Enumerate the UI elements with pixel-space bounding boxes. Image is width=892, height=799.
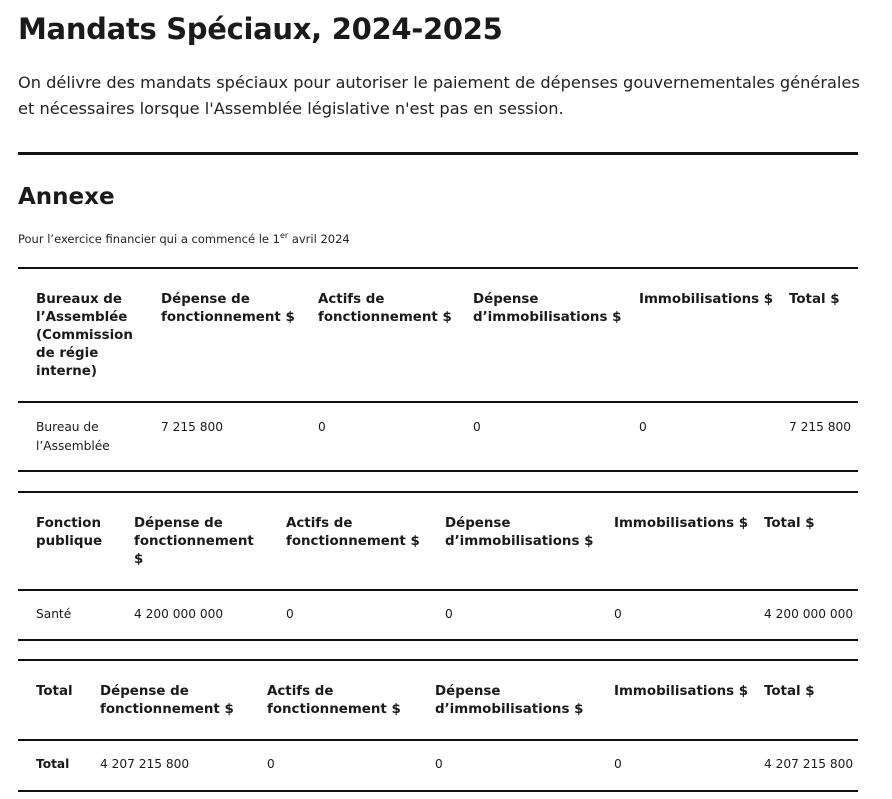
header-cell: Bureaux de l’Assemblée (Commission de régie interne): [36, 292, 133, 379]
header-cell: Dépense de fonctionnement $: [100, 684, 234, 717]
header-cell: Dépense d’immobilisations $: [435, 684, 584, 717]
row-value: 0: [286, 607, 294, 621]
table-top-border: [18, 267, 858, 269]
row-label: Total: [36, 757, 70, 771]
header-cell: Immobilisations $: [639, 292, 774, 307]
header-cell: Immobilisations $: [614, 516, 749, 531]
header-divider: [18, 739, 858, 741]
fiscal-year-note: Pour l’exercice financier qui a commencé le 1er avril 2024: [18, 231, 350, 246]
header-cell: Actifs de fonctionnement $: [318, 292, 452, 325]
header-cell: Fonction publique: [36, 516, 103, 549]
row-value: 4 200 000 000: [134, 607, 224, 621]
header-cell: Immobilisations $: [614, 684, 749, 699]
header-cell: Actifs de fonctionnement $: [267, 684, 401, 717]
row-value: 0: [614, 757, 622, 771]
section-divider: [18, 152, 858, 155]
row-value: 4 207 215 800: [764, 757, 854, 771]
header-cell: Dépense d’immobilisations $: [473, 292, 622, 325]
row-value: 0: [435, 757, 443, 771]
table-bottom-border: [18, 470, 858, 472]
row-value: 0: [445, 607, 453, 621]
row-label: Santé: [36, 607, 72, 621]
row-value: 0: [639, 420, 647, 434]
row-value: 0: [267, 757, 275, 771]
row-value: 7 215 800: [789, 420, 852, 434]
table-top-border: [18, 491, 858, 493]
row-value: 4 207 215 800: [100, 757, 190, 771]
header-divider: [18, 589, 858, 591]
table-top-border: [18, 659, 858, 661]
intro-paragraph: On délivre des mandats spéciaux pour autoriser le paiement de dépenses gouvernementales générales et nécessaires lorsque l'Assemblée législative n'est pas en session.: [18, 73, 860, 118]
table-bottom-border: [18, 639, 858, 641]
table-bottom-border: [18, 790, 858, 792]
annex-heading: Annexe: [18, 184, 115, 210]
header-cell: Total $: [764, 516, 815, 531]
row-label: Bureau de l’Assemblée: [36, 420, 110, 453]
header-divider: [18, 401, 858, 403]
header-cell: Total $: [789, 292, 840, 307]
page-title: Mandats Spéciaux, 2024-2025: [18, 12, 503, 46]
header-cell: Dépense d’immobilisations $: [445, 516, 594, 549]
row-value: 0: [614, 607, 622, 621]
header-cell: Total: [36, 684, 73, 699]
row-value: 0: [318, 420, 326, 434]
row-value: 0: [473, 420, 481, 434]
row-value: 4 200 000 000: [764, 607, 854, 621]
header-cell: Total $: [764, 684, 815, 699]
row-value: 7 215 800: [161, 420, 224, 434]
header-cell: Dépense de fonctionnement $: [134, 516, 254, 567]
header-cell: Dépense de fonctionnement $: [161, 292, 295, 325]
header-cell: Actifs de fonctionnement $: [286, 516, 420, 549]
